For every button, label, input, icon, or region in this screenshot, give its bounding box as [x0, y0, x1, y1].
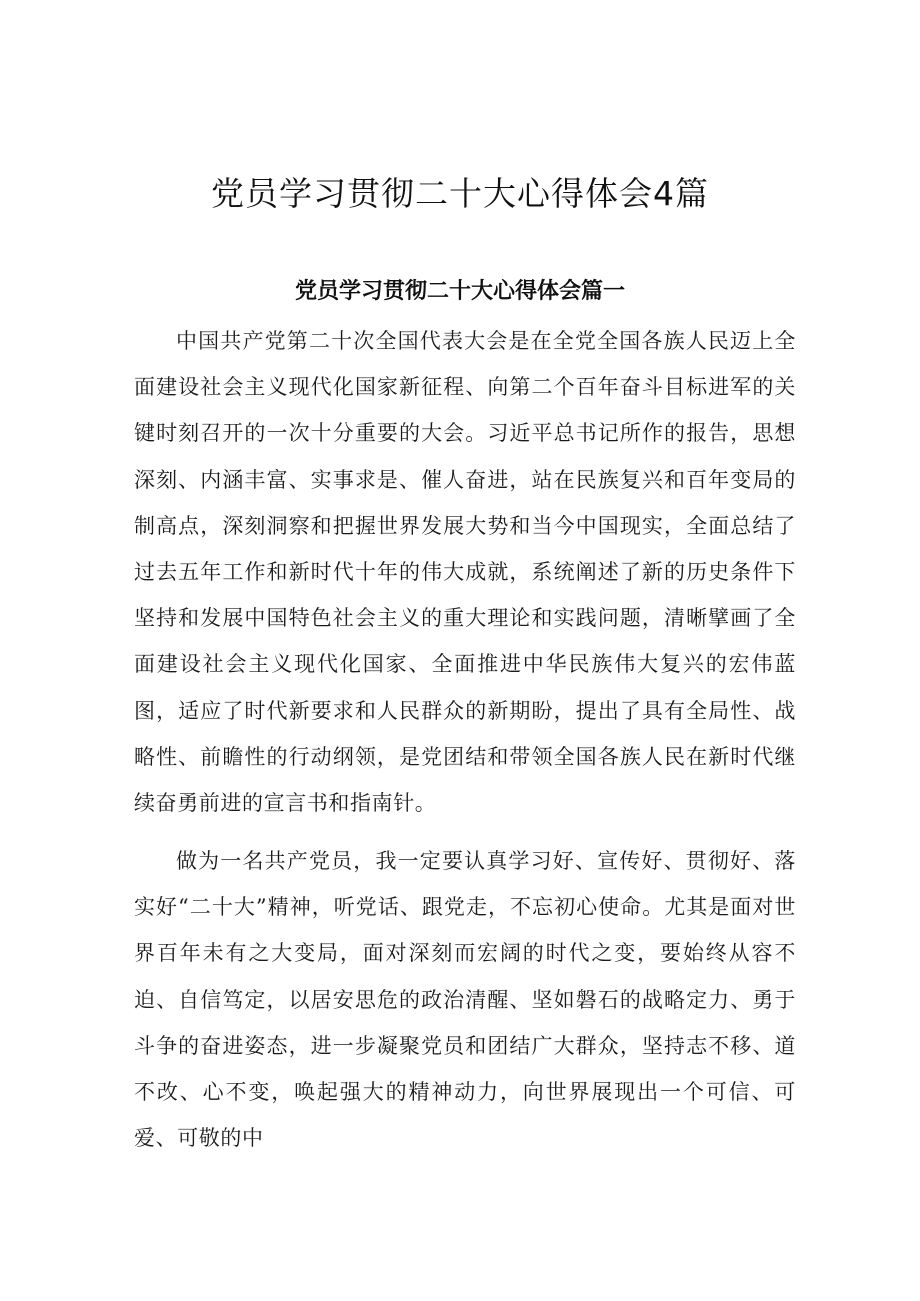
body-paragraph-2: 做为一名共产党员，我一定要认真学习好、宣传好、贯彻好、落实好“二十大”精神，听党话、跟党走，不忘初心使命。尤其是面对世界百年未有之大变局，面对深刻而宏阔的时代之变，要始终从容不迫、自信笃定，以居安思危的政治清醒、坚如磐石的战略定力、勇于斗争的奋进姿态，进一步凝聚党员和团结广大群众，坚持志不移、道不改、心不变，唤起强大的精神动力，向世界展现出一个可信、可爱、可敬的中 — [134, 849, 796, 1151]
section-heading: 党员学习贯彻二十大心得体会篇一 — [294, 279, 625, 304]
body-paragraph-1: 中国共产党第二十次全国代表大会是在全党全国各族人民迈上全面建设社会主义现代化国家新征程、向第二个百年奋斗目标进军的关键时刻召开的一次十分重要的大会。习近平总书记所作的报告，思想深刻、内涵丰富、实事求是、催人奋进，站在民族复兴和百年变局的制高点，深刻洞察和把握世界发展大势和当今中国现实，全面总结了过去五年工作和新时代十年的伟大成就，系统阐述了新的历史条件下坚持和发展中国特色社会主义的重大理论和实践问题，清晰擘画了全面建设社会主义现代化国家、全面推进中华民族伟大复兴的宏伟蓝图，适应了时代新要求和人民群众的新期盼，提出了具有全局性、战略性、前瞻性的行动纲领，是党团结和带领全国各族人民在新时代继续奋勇前进的宣言书和指南针。 — [134, 329, 796, 816]
document-title: 党员学习贯彻二十大心得体会4篇 — [211, 174, 709, 213]
